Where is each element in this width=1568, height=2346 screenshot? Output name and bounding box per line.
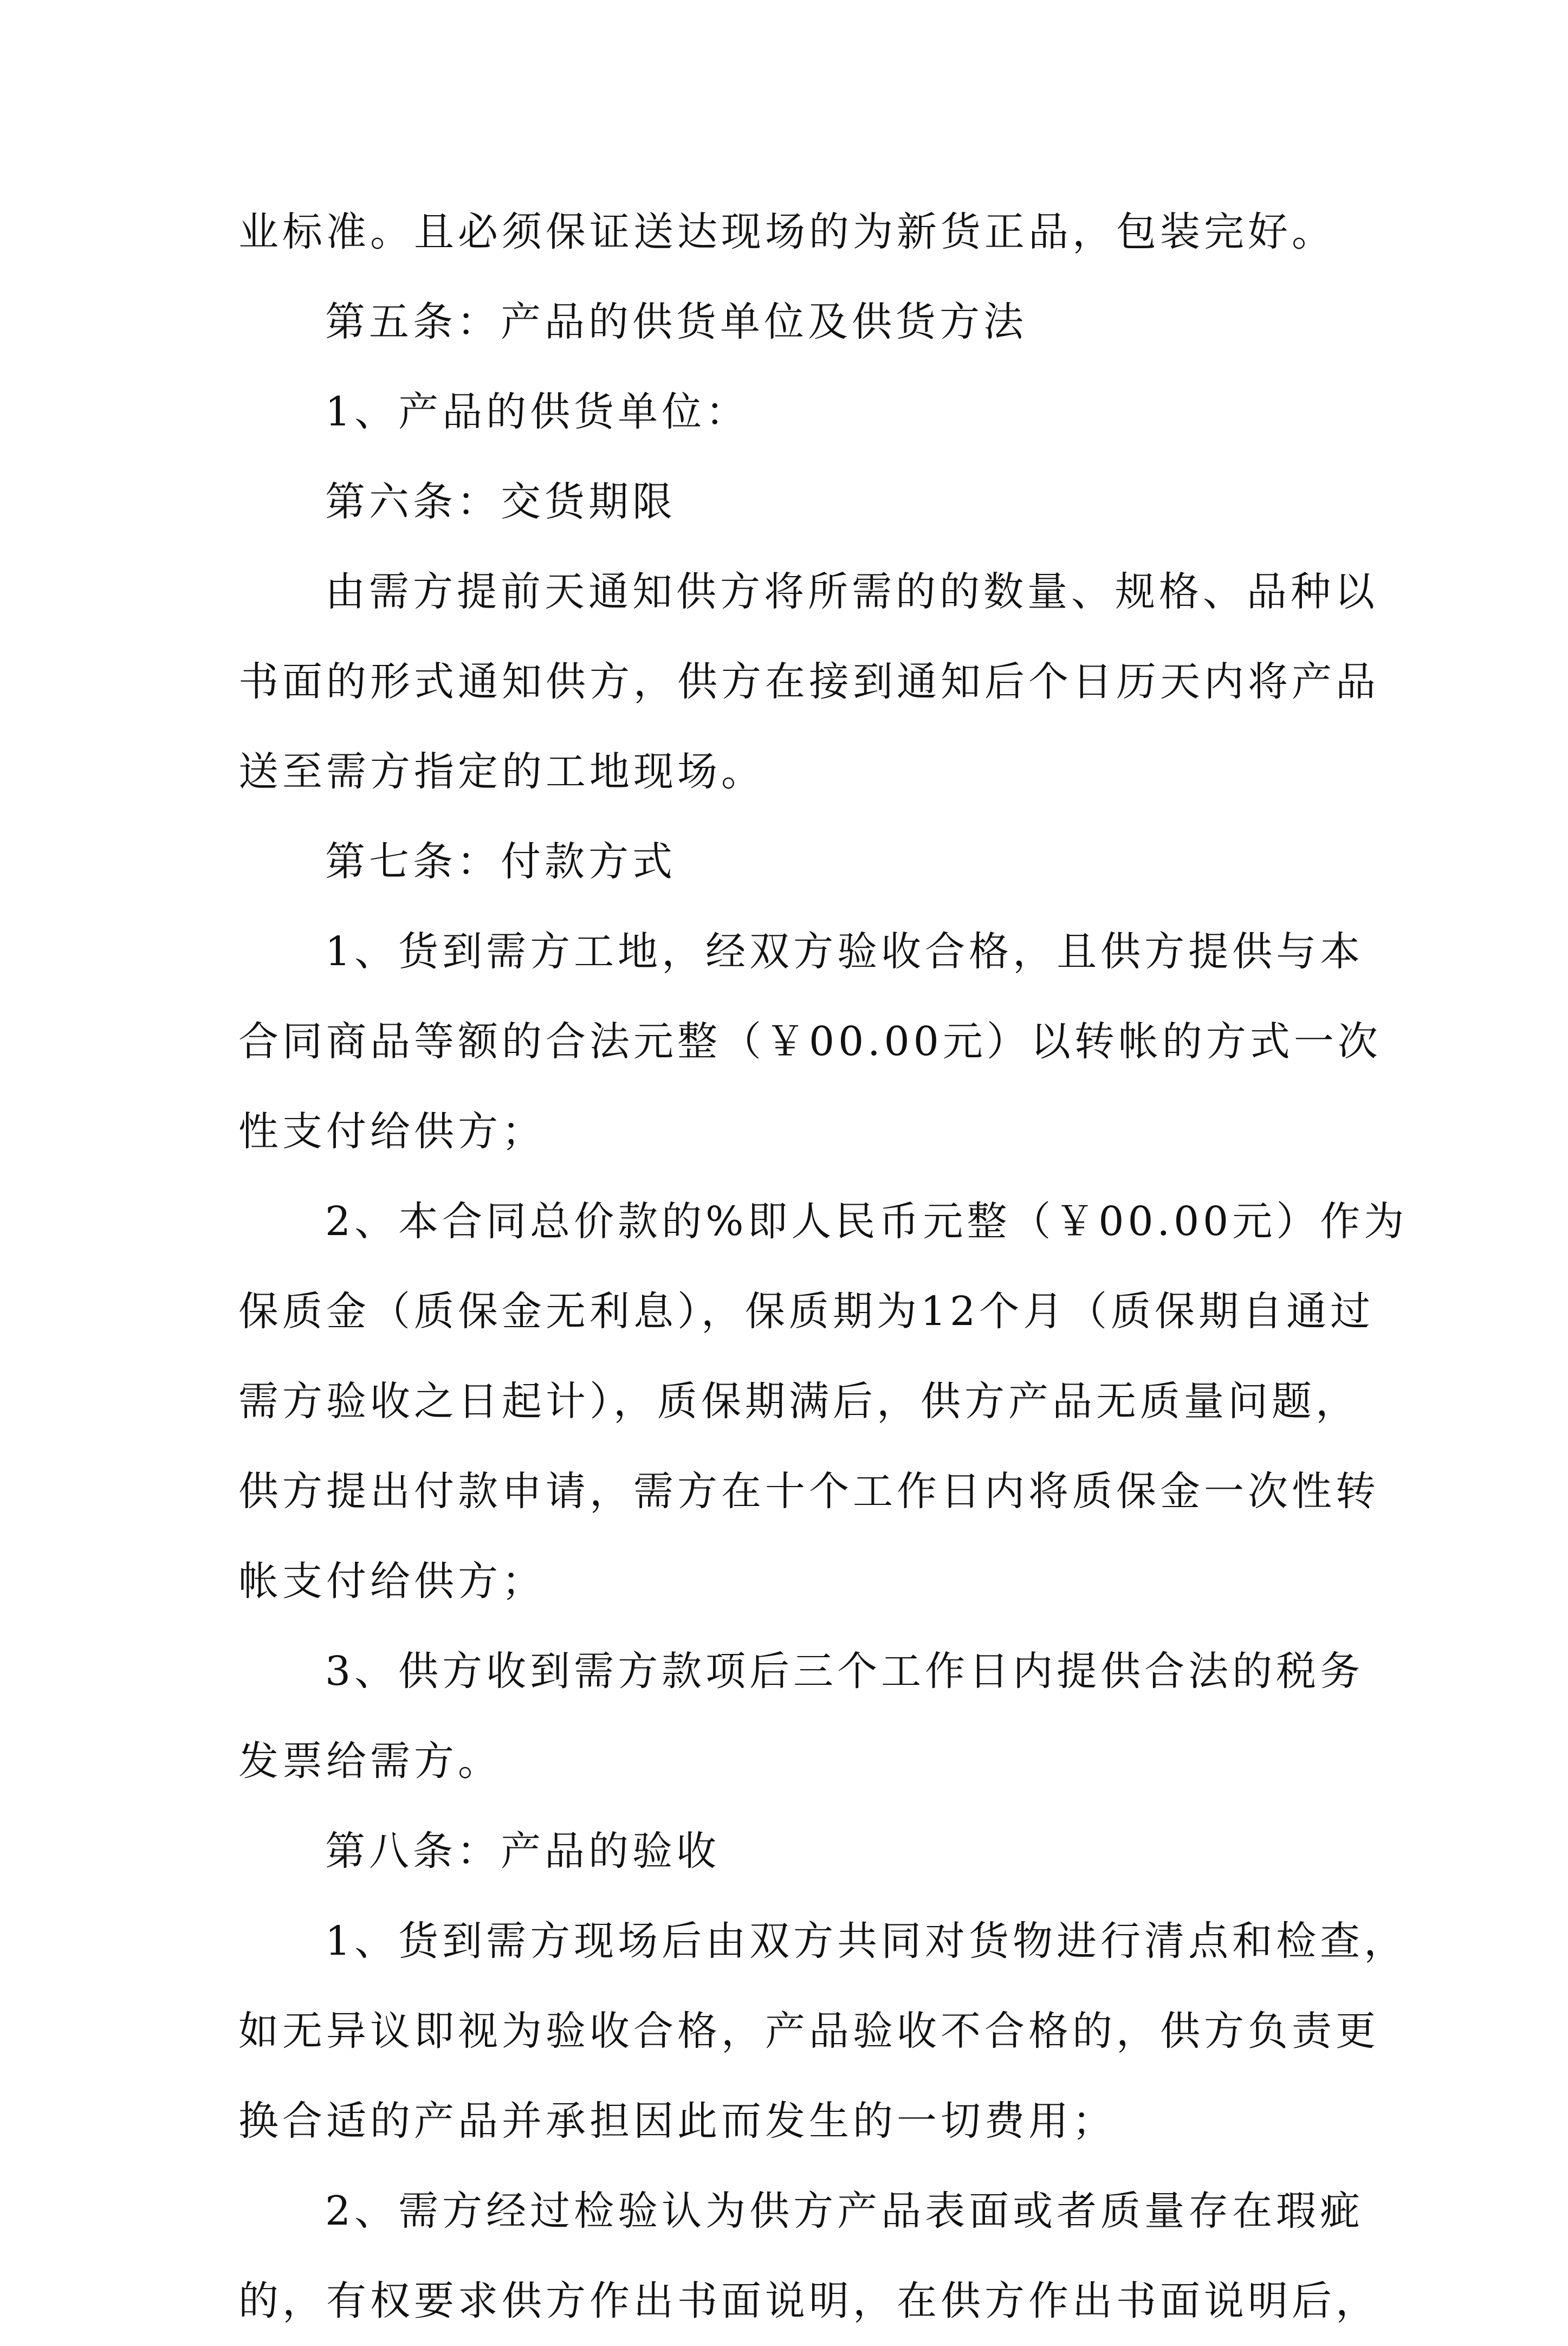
document-page <box>238 187 1408 2346</box>
text-line: 3、供方收到需方款项后三个工作日内提供合法的税务 <box>325 1648 1364 1695</box>
text-line: 性支付给供方； <box>238 1108 546 1155</box>
text-line: 需方验收之日起计），质保期满后，供方产品无质量问题， <box>238 1378 1359 1425</box>
text-line: 由需方提前天通知供方将所需的的数量、规格、品种以 <box>325 568 1378 615</box>
text-line: 1、产品的供货单位： <box>325 389 750 435</box>
article-5-heading: 第五条：产品的供货单位及供货方法 <box>325 299 1027 345</box>
text-line: 合同商品等额的合法元整（￥00.00元）以转帐的方式一次 <box>238 1018 1382 1065</box>
text-line: 的，有权要求供方作出书面说明，在供方作出书面说明后， <box>238 2278 1379 2324</box>
text-line: 保质金（质保金无利息），保质期为12个月（质保期自通过 <box>238 1288 1375 1335</box>
text-line: 1、货到需方现场后由双方共同对货物进行清点和检查， <box>325 1918 1408 1964</box>
text-line: 2、本合同总价款的%即人民币元整（￥00.00元）作为 <box>325 1198 1408 1245</box>
text-line: 供方提出付款申请，需方在十个工作日内将质保金一次性转 <box>238 1468 1379 1515</box>
text-line: 如无异议即视为验收合格，产品验收不合格的，供方负责更 <box>238 2008 1379 2054</box>
article-8-heading: 第八条：产品的验收 <box>325 1828 720 1875</box>
text-line: 送至需方指定的工地现场。 <box>238 748 765 795</box>
text-line: 1、货到需方工地，经双方验收合格，且供方提供与本 <box>325 928 1364 975</box>
text-line: 换合适的产品并承担因此而发生的一切费用； <box>238 2098 1116 2144</box>
text-line: 业标准。且必须保证送达现场的为新货正品，包装完好。 <box>238 209 1336 255</box>
text-line: 书面的形式通知供方，供方在接到通知后个日历天内将产品 <box>238 658 1379 705</box>
article-7-heading: 第七条：付款方式 <box>325 838 676 885</box>
text-line: 帐支付给供方； <box>238 1558 546 1605</box>
text-line: 2、需方经过检验认为供方产品表面或者质量存在瑕疵 <box>325 2188 1364 2234</box>
text-line: 发票给需方。 <box>238 1738 502 1785</box>
article-6-heading: 第六条：交货期限 <box>325 479 676 525</box>
